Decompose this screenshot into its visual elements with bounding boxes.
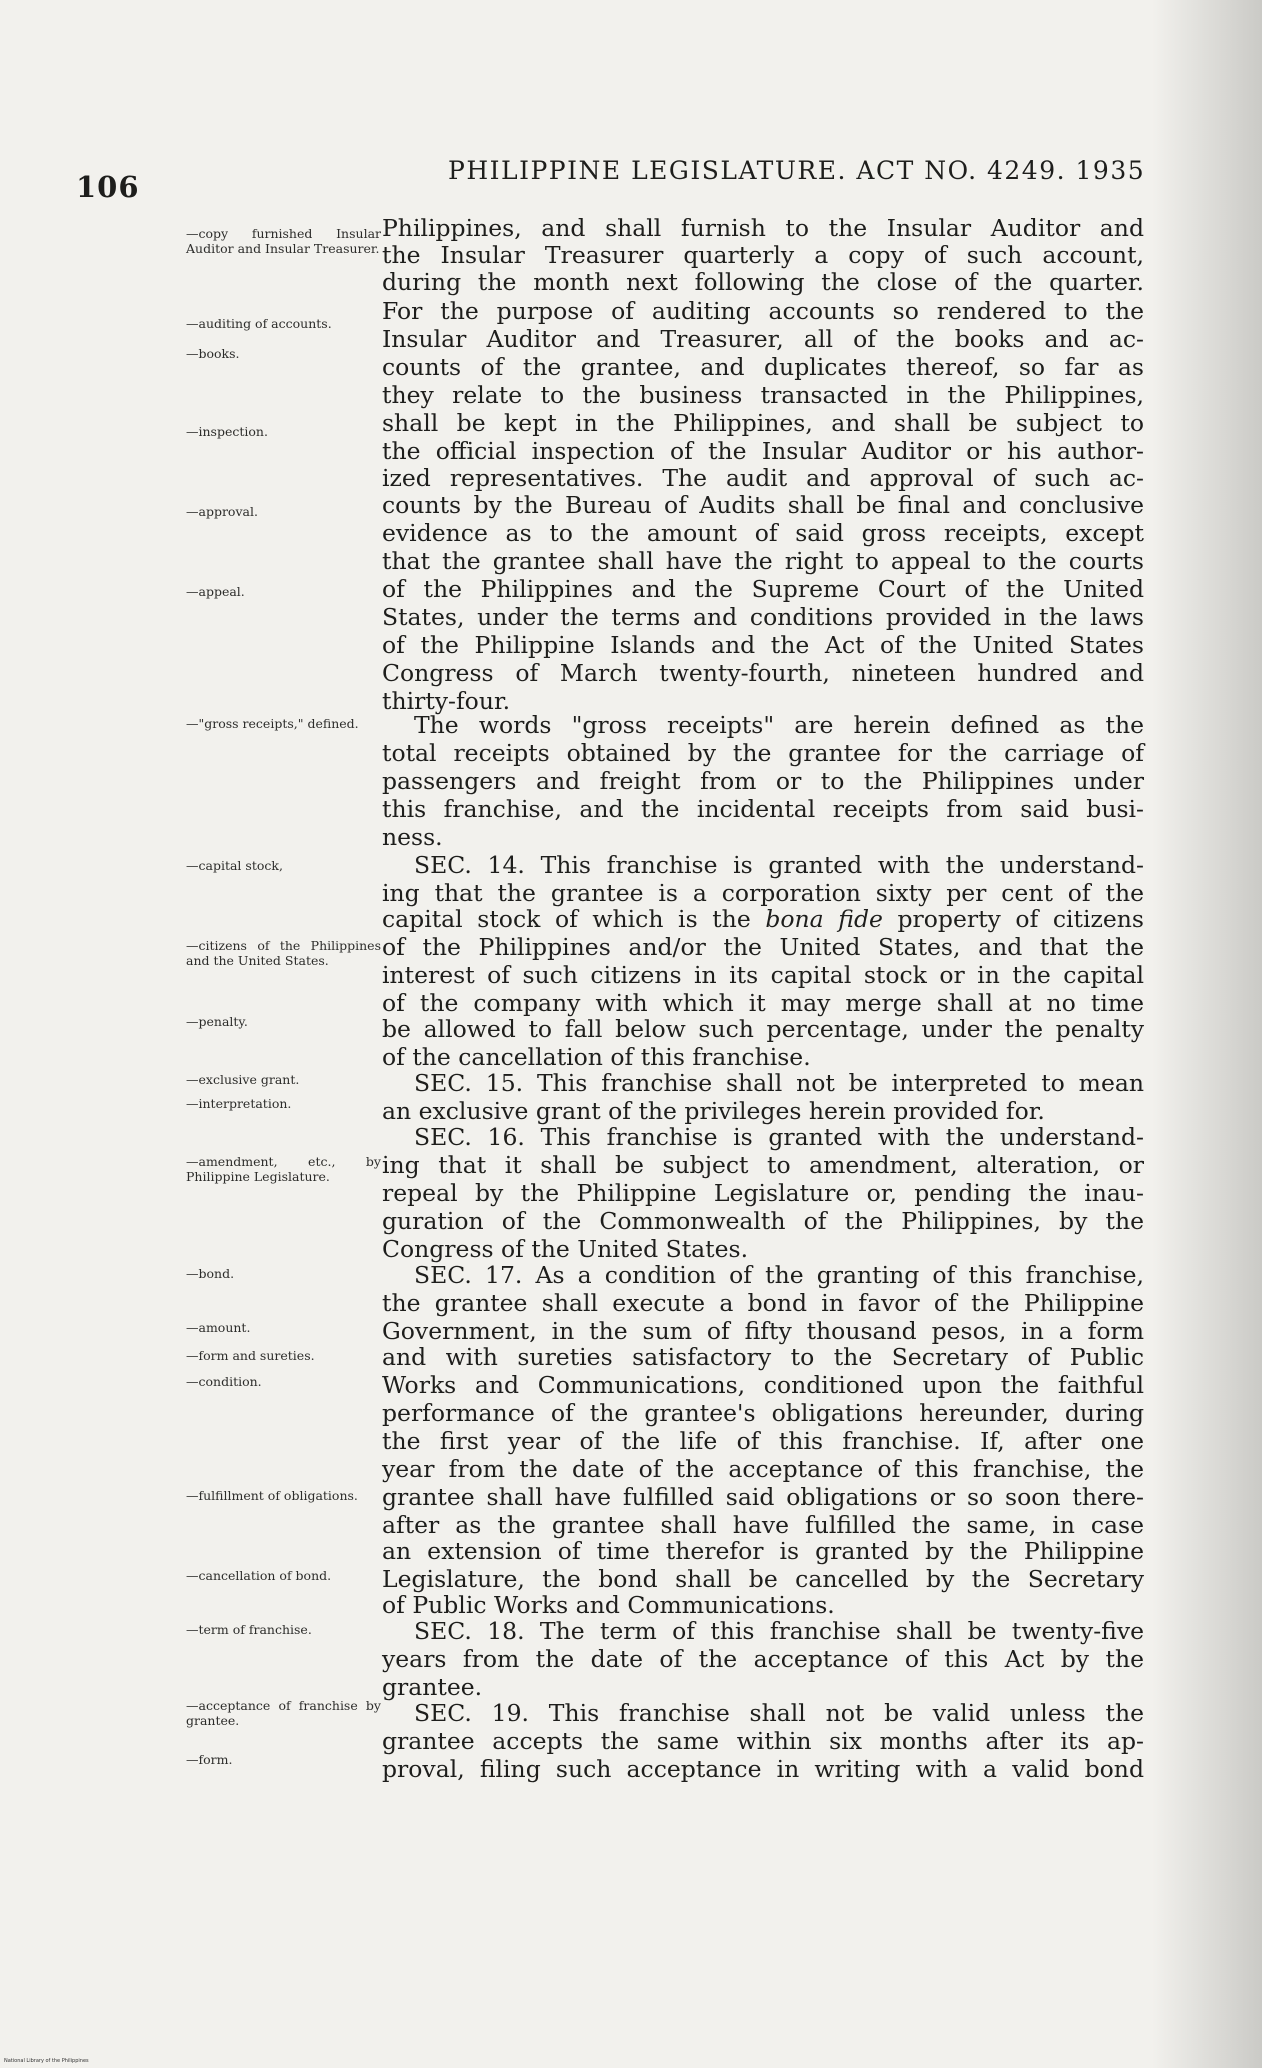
body-line: this franchise, and the incidental receipts from said busi- [382,795,1144,823]
body-line: SEC. 19. This franchise shall not be valid unless the [414,1699,1144,1727]
margin-note: —auditing of accounts. [186,316,332,331]
body-line: year from the date of the acceptance of this franchise, the [382,1455,1144,1483]
body-line: interest of such citizens in its capital stock or in the capital [382,961,1144,989]
body-line: performance of the grantee's obligations hereunder, during [382,1399,1144,1427]
body-line: total receipts obtained by the grantee for the carriage of [382,739,1144,767]
body-line: counts of the grantee, and duplicates thereof, so far as [382,353,1144,381]
body-line: shall be kept in the Philippines, and shall be subject to [382,409,1144,437]
body-line: SEC. 14. This franchise is granted with the understand- [414,851,1144,879]
margin-note: —capital stock, [186,858,283,873]
body-line: the official inspection of the Insular Auditor or his author- [382,437,1144,465]
margin-note: —acceptance of franchise by grantee. [186,1698,381,1728]
margin-note: —approval. [186,504,258,519]
body-line: counts by the Bureau of Audits shall be final and conclusive [382,491,1144,519]
body-line: of the cancellation of this franchise. [382,1043,811,1071]
body-line: of the Philippines and the Supreme Court of the United [382,575,1144,603]
body-line: of the Philippine Islands and the Act of the United States [382,631,1144,659]
body-line: be allowed to fall below such percentage, under the penalty [382,1015,1144,1043]
body-line: proval, filing such acceptance in writing with a valid bond [382,1755,1144,1783]
body-line: Government, in the sum of fifty thousand pesos, in a form [382,1317,1144,1345]
body-line: of the Philippines and/or the United States, and that the [382,933,1144,961]
body-line: Congress of the United States. [382,1235,749,1263]
margin-note: —books. [186,346,240,361]
italic-phrase: bona fide [765,905,883,933]
binding-shadow [1152,0,1262,2068]
body-line: States, under the terms and conditions provided in the laws [382,603,1144,631]
body-line: Insular Auditor and Treasurer, all of the books and ac- [382,325,1144,353]
body-line: years from the date of the acceptance of this Act by the [382,1645,1144,1673]
body-line: of Public Works and Communications. [382,1591,835,1619]
body-line: and with sureties satisfactory to the Secretary of Public [382,1343,1144,1371]
margin-note: —cancellation of bond. [186,1568,332,1583]
margin-note: —inspection. [186,424,268,439]
body-line: SEC. 16. This franchise is granted with the understand- [414,1123,1144,1151]
margin-note: —term of franchise. [186,1622,312,1637]
body-line: the first year of the life of this franchise. If, after one [382,1427,1144,1455]
body-line: Works and Communications, conditioned upon the faithful [382,1371,1144,1399]
scan-footer: National Library of the Philippines [4,2058,89,2064]
body-line: after as the grantee shall have fulfilled the same, in case [382,1511,1144,1539]
margin-note: —condition. [186,1374,262,1389]
body-line: guration of the Commonwealth of the Philippines, by the [382,1207,1144,1235]
running-head: PHILIPPINE LEGISLATURE. ACT NO. 4249. 1935 [448,156,1146,185]
body-line: SEC. 18. The term of this franchise shall be twenty-five [414,1617,1144,1645]
margin-note: —copy furnished Insular Auditor and Insular Treasurer. [186,226,381,256]
body-line: thirty-four. [382,687,511,715]
body-line: of the company with which it may merge shall at no time [382,989,1144,1017]
margin-note: —form. [186,1752,233,1767]
body-line: Philippines, and shall furnish to the Insular Auditor and [382,214,1144,242]
body-line: The words "gross receipts" are herein defined as the [414,711,1144,739]
body-line: during the month next following the close of the quarter. [382,268,1144,296]
body-line: capital stock of which is the bona fide property of citizens [382,905,1144,933]
body-line: the grantee shall execute a bond in favor of the Philippine [382,1289,1144,1317]
margin-note: —penalty. [186,1014,248,1029]
body-line: the Insular Treasurer quarterly a copy of such account, [382,241,1144,269]
margin-note: —form and sureties. [186,1348,315,1363]
margin-note: —amount. [186,1320,251,1335]
margin-note: —appeal. [186,584,245,599]
body-line: SEC. 17. As a condition of the granting of this franchise, [414,1261,1144,1289]
body-line: ized representatives. The audit and approval of such ac- [382,464,1144,492]
body-line: ing that it shall be subject to amendment, alteration, or [382,1151,1144,1179]
margin-note: —interpretation. [186,1096,292,1111]
body-line: evidence as to the amount of said gross receipts, except [382,519,1144,547]
page-number: 106 [76,170,140,204]
margin-note: —bond. [186,1266,235,1281]
margin-note: —citizens of the Philippines and the United States. [186,938,381,968]
body-line: grantee accepts the same within six months after its ap- [382,1727,1144,1755]
body-line: Legislature, the bond shall be cancelled by the Secretary [382,1565,1144,1593]
margin-note: —fulfillment of obligations. [186,1488,358,1503]
body-line: that the grantee shall have the right to appeal to the courts [382,547,1144,575]
body-line: they relate to the business transacted in the Philippines, [382,381,1144,409]
body-line: an extension of time therefor is granted by the Philippine [382,1537,1144,1565]
body-line: repeal by the Philippine Legislature or, pending the inau- [382,1179,1144,1207]
body-line: SEC. 15. This franchise shall not be interpreted to mean [414,1069,1144,1097]
body-line: ing that the grantee is a corporation sixty per cent of the [382,879,1144,907]
body-line: grantee. [382,1673,483,1701]
body-line: an exclusive grant of the privileges herein provided for. [382,1097,1045,1125]
margin-note: —exclusive grant. [186,1072,300,1087]
body-line: For the purpose of auditing accounts so rendered to the [382,297,1144,325]
body-line: grantee shall have fulfilled said obligations or so soon there- [382,1483,1144,1511]
body-line: passengers and freight from or to the Philippines under [382,767,1144,795]
margin-note: —amendment, etc., by Philippine Legislature. [186,1154,381,1184]
body-line: ness. [382,823,443,851]
margin-note: —"gross receipts," defined. [186,716,359,731]
body-line: Congress of March twenty-fourth, nineteen hundred and [382,659,1144,687]
